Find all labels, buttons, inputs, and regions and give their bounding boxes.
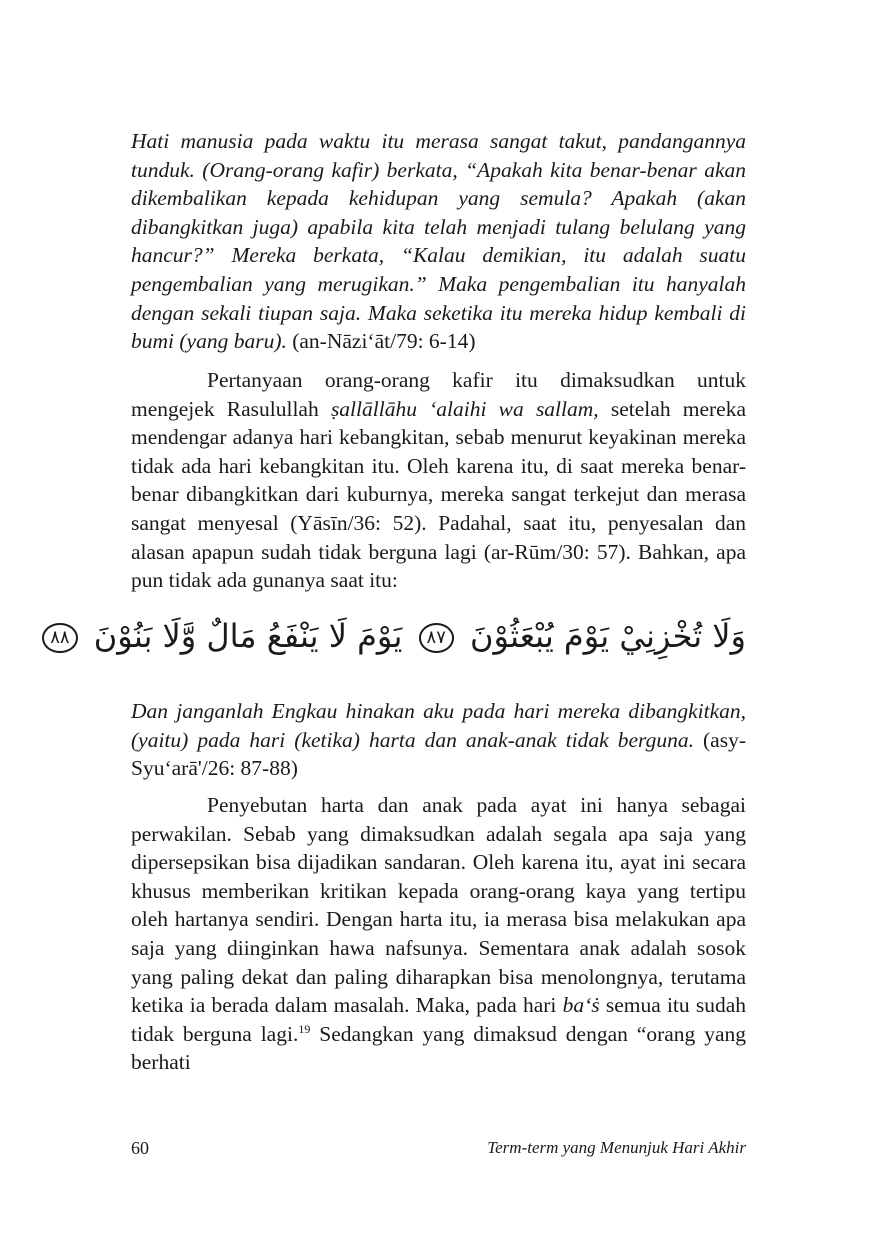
page-number: 60 xyxy=(131,1138,149,1158)
quote-translation: Hati manusia pada waktu itu merasa sangat takut, pandangannya tunduk. (Orang-orang kafir) berkata, “Apakah kita benar-benar akan dikembalikan kepada kehidupan yang semula? Apakah (akan dibangkitkan juga) apabila kita telah menjadi tulang belulang yang hancur?” Mereka berkata, “Kalau demikian, itu adalah suatu pengembalian yang merugikan.” Maka pengembalian itu hanyalah dengan sekali tiupan saja. Maka seketika itu mereka hidup kembali di bumi (yang baru). xyxy=(131,129,746,354)
arabic-segment: وَلَا تُخْزِنِيْ يَوْمَ يُبْعَثُوْنَ xyxy=(470,617,746,655)
quote-reference: (an-Nāzi‘āt/79: 6-14) xyxy=(292,329,476,354)
paragraph-text: setelah mereka mendengar adanya hari kebangkitan, sebab menurut keyakinan mereka tidak ada hari kebangkitan itu. Oleh karena itu, di saat mereka benar-benar dibangkitkan dari kuburnya, mereka sangat terkejut dan merasa sangat menyesal (Yāsīn/36: 52). Padahal, saat itu, penyesalan dan alasan apapun sudah tidak berguna lagi (ar-Rūm/30: 57). Bahkan, apa pun tidak ada gunanya saat itu: xyxy=(131,396,747,593)
term-text: ba‘ṡ xyxy=(562,993,600,1018)
arabic-verse xyxy=(50,612,746,660)
paragraph-text: Penyebutan harta dan anak pada ayat ini hanya sebagai perwakilan. Sebab yang dimaksudkan adalah segala apa saja yang dipersepsikan bisa dijadikan sandaran. Oleh karena itu, ayat ini secara khusus memberikan kritikan kepada orang-orang kaya yang tertipu oleh hartanya sendiri. Dengan harta itu, ia merasa bisa melakukan apa saja yang diinginkan hawa nafsunya. Sementara anak adalah sosok yang paling dekat dan paling diharapkan bisa menolongnya, terutama ketika ia berada dalam masalah. Maka, pada hari xyxy=(131,793,746,1018)
paragraph-text: semua itu sudah tidak berguna lagi. xyxy=(131,993,746,1046)
ayah-number-marker: ٨٧ xyxy=(419,623,454,653)
running-title: Term-term yang Menunjuk Hari Akhir xyxy=(487,1138,746,1157)
footnote-marker[interactable]: 19 xyxy=(298,1021,311,1036)
ayah-number-marker: ٨٨ xyxy=(42,623,77,653)
body-paragraph-2 xyxy=(131,791,746,1077)
quote-block-an-naziat xyxy=(131,127,746,356)
honorific-text: ṣallāllāhu ‘alaihi wa sallam, xyxy=(330,396,599,421)
quote-block-asy-syuara xyxy=(131,697,746,783)
paragraph-text: Pertanyaan orang-orang kafir itu dimaksudkan untuk mengejek Rasulullah xyxy=(131,368,746,421)
arabic-segment: يَوْمَ لَا يَنْفَعُ مَالٌ وَّلَا بَنُوْنَ xyxy=(93,617,403,655)
quote-translation: Dan janganlah Engkau hinakan aku pada hari mereka dibangkitkan, (yaitu) pada hari (ketika) harta dan anak-anak tidak berguna. xyxy=(131,699,746,752)
body-paragraph-1 xyxy=(131,366,746,595)
quote-reference: (asy-Syu‘arā'/26: 87-88) xyxy=(131,727,746,781)
paragraph-text: Sedangkan yang dimaksud dengan “orang yang berhati xyxy=(131,1021,747,1075)
